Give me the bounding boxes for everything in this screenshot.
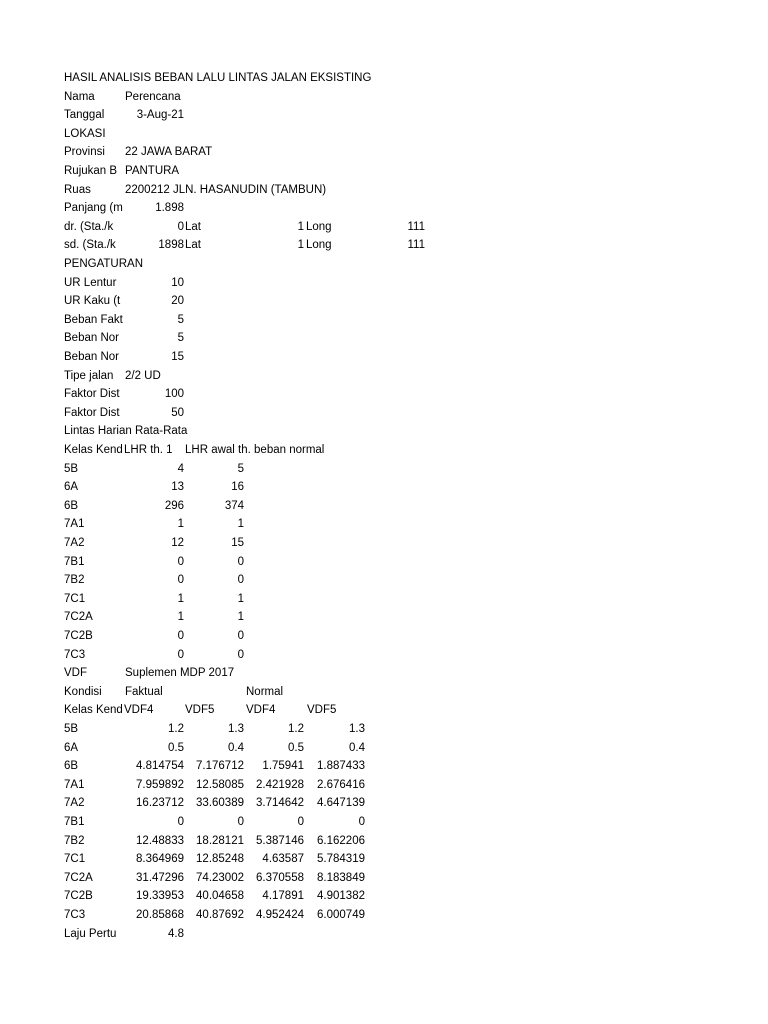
vdf-f4: 19.33953 — [136, 890, 184, 903]
vdf-header-row — [0, 701, 768, 719]
vdf-f4: 0 — [177, 816, 184, 828]
lhr-lhr1: 0 — [177, 630, 184, 642]
lhr-awal: 5 — [237, 462, 244, 475]
vdf-n4: 5.387146 — [256, 834, 304, 847]
vdf-f5: 12.85248 — [196, 853, 244, 866]
page-title: HASIL ANALISIS BEBAN LALU LINTAS JALAN EKSISTING — [64, 72, 372, 84]
lhr-lhr1: 0 — [177, 574, 184, 587]
pengaturan-item-row — [0, 311, 768, 329]
panjang-label: Panjang (m — [64, 202, 123, 215]
vdf-f5: 7.176712 — [196, 760, 244, 773]
rujukan-row — [0, 162, 768, 180]
dari-label: dr. (Sta./k — [64, 220, 114, 233]
nama-value: Perencana — [125, 90, 181, 103]
sampai-row — [0, 236, 768, 254]
vdf-n5: 0.4 — [349, 741, 365, 754]
nama-label: Nama — [64, 90, 95, 103]
title-row — [0, 69, 768, 87]
sampai-label: sd. (Sta./k — [64, 239, 116, 252]
vdf-table-row — [0, 757, 768, 775]
pengaturan-item-row — [0, 348, 768, 366]
vdf-n5: 4.647139 — [317, 797, 365, 810]
pengaturan-row — [0, 255, 768, 273]
vdf-f5: 0 — [237, 816, 244, 828]
faktor-label: Faktor Dist — [64, 388, 120, 401]
lhr-lhr1: 1 — [177, 518, 184, 531]
lhr-awal: 0 — [237, 555, 244, 568]
vdf-n5: 4.901382 — [317, 890, 365, 903]
lhr-awal: 1 — [237, 518, 244, 531]
lhr-heading-row — [0, 422, 768, 440]
vdf-kelas: 6B — [64, 760, 79, 773]
vdf-table-row — [0, 887, 768, 905]
lhr-lhr1: 4 — [177, 462, 184, 475]
lhr-awal: 0 — [237, 574, 244, 587]
rujukan-value: PANTURA — [125, 165, 180, 177]
vdf-n5: 1.887433 — [317, 760, 365, 773]
vdf-header-n4: VDF4 — [246, 704, 276, 717]
pengaturan-item-label: Beban Nor — [64, 351, 119, 363]
lhr-kelas: 7C2B — [64, 630, 93, 642]
faktor-row — [0, 385, 768, 403]
vdf-kelas: 5B — [64, 723, 79, 735]
lhr-lhr1: 12 — [171, 537, 184, 549]
vdf-n5: 1.3 — [349, 723, 365, 735]
lhr-kelas: 6B — [64, 499, 79, 512]
dari-lat-label: Lat — [185, 220, 201, 233]
kondisi-label: Kondisi — [64, 685, 102, 698]
lhr-table-row — [0, 553, 768, 571]
pengaturan-item-label: UR Kaku (t — [64, 295, 121, 308]
pengaturan-item-value: 10 — [171, 276, 184, 289]
vdf-kelas: 7A2 — [64, 797, 85, 810]
tanggal-label: Tanggal — [64, 109, 105, 122]
vdf-label: VDF — [64, 667, 87, 680]
vdf-f5: 40.87692 — [196, 909, 244, 921]
vdf-kelas: 7C3 — [64, 909, 86, 921]
pengaturan-item-row — [0, 329, 768, 347]
dari-long: 111 — [407, 220, 425, 233]
normal-label: Normal — [246, 685, 284, 698]
vdf-n4: 1.2 — [288, 723, 304, 735]
faktor-row — [0, 404, 768, 422]
vdf-f5: 40.04658 — [196, 890, 244, 903]
vdf-table-row — [0, 850, 768, 868]
lhr-awal: 15 — [231, 537, 244, 549]
sampai-long: 111 — [407, 239, 425, 252]
lokasi-heading: LOKASI — [64, 127, 106, 140]
tanggal-row — [0, 106, 768, 124]
vdf-n5: 0 — [358, 816, 365, 828]
lhr-lhr1: 0 — [177, 648, 184, 661]
vdf-kelas: 6A — [64, 741, 79, 754]
tanggal-value: 3-Aug-21 — [136, 109, 184, 122]
vdf-f5: 12.58085 — [196, 778, 244, 791]
vdf-n4: 1.75941 — [262, 760, 304, 773]
vdf-f4: 20.85868 — [136, 909, 184, 921]
lhr-table-row — [0, 571, 768, 589]
dari-sta: 0 — [177, 220, 184, 233]
tipe-jalan-label: Tipe jalan — [64, 369, 114, 382]
vdf-f4: 16.23712 — [136, 797, 184, 810]
vdf-table-row — [0, 720, 768, 738]
faktor-value: 50 — [171, 406, 184, 419]
vdf-f5: 74.23002 — [196, 871, 244, 884]
vdf-n4: 6.370558 — [256, 871, 304, 884]
vdf-kelas: 7B2 — [64, 834, 85, 847]
vdf-row — [0, 664, 768, 682]
lhr-lhr1: 0 — [177, 555, 184, 568]
pengaturan-heading: PENGATURAN — [64, 258, 144, 270]
lhr-heading: Lintas Harian Rata-Rata — [64, 425, 188, 438]
dari-lat: 1 — [297, 220, 304, 233]
sampai-long-label: Long — [306, 239, 332, 252]
lhr-lhr1: 296 — [164, 499, 184, 512]
lhr-table-row — [0, 460, 768, 478]
vdf-kelas: 7C2B — [64, 890, 93, 903]
pengaturan-item-value: 20 — [171, 295, 184, 308]
provinsi-label: Provinsi — [64, 146, 105, 159]
vdf-header-f5: VDF5 — [185, 704, 215, 717]
ruas-label: Ruas — [64, 183, 91, 196]
laju-label: Laju Pertu — [64, 927, 117, 940]
lhr-awal: 0 — [237, 648, 244, 661]
sampai-sta: 1898 — [158, 239, 184, 252]
lhr-awal: 0 — [237, 630, 244, 642]
dari-row — [0, 218, 768, 236]
vdf-f4: 4.814754 — [136, 760, 184, 773]
vdf-table-row — [0, 813, 768, 831]
vdf-kelas: 7B1 — [64, 816, 85, 828]
pengaturan-item-value: 5 — [177, 313, 184, 326]
laju-value: 4.8 — [168, 927, 184, 940]
vdf-table-row — [0, 832, 768, 850]
provinsi-row — [0, 143, 768, 161]
pengaturan-item-row — [0, 292, 768, 310]
ruas-row — [0, 181, 768, 199]
pengaturan-item-label: UR Lentur — [64, 276, 117, 289]
nama-row — [0, 88, 768, 106]
lhr-lhr1: 13 — [171, 481, 184, 494]
lhr-table-row — [0, 590, 768, 608]
lhr-awal: 16 — [231, 481, 244, 494]
ruas-value: 2200212 JLN. HASANUDIN (TAMBUN) — [125, 183, 327, 196]
vdf-n4: 2.421928 — [256, 778, 304, 791]
vdf-kelas: 7C1 — [64, 853, 86, 866]
vdf-header-kelas: Kelas Kend — [64, 704, 123, 717]
faktor-label: Faktor Dist — [64, 406, 120, 419]
vdf-f4: 1.2 — [168, 723, 184, 735]
vdf-n5: 8.183849 — [317, 871, 365, 884]
lhr-lhr1: 1 — [177, 592, 184, 605]
vdf-f4: 12.48833 — [136, 834, 184, 847]
lhr-kelas: 5B — [64, 462, 79, 475]
vdf-n4: 4.63587 — [262, 853, 304, 866]
sampai-lat-label: Lat — [185, 239, 201, 252]
lhr-table-row — [0, 646, 768, 664]
vdf-n5: 6.162206 — [317, 834, 365, 847]
vdf-kelas: 7C2A — [64, 871, 93, 884]
faktor-value: 100 — [164, 388, 184, 401]
lhr-header-row — [0, 441, 768, 459]
tipe-jalan-value: 2/2 UD — [125, 369, 161, 382]
vdf-f4: 7.959892 — [136, 778, 184, 791]
laju-row — [0, 925, 768, 943]
lhr-kelas: 7C3 — [64, 648, 86, 661]
lhr-awal: 1 — [237, 592, 244, 605]
lhr-table-row — [0, 534, 768, 552]
vdf-f5: 0.4 — [228, 741, 244, 754]
vdf-source: Suplemen MDP 2017 — [125, 667, 235, 680]
panjang-row — [0, 199, 768, 217]
panjang-value: 1.898 — [155, 202, 184, 215]
lhr-lhr1: 1 — [177, 611, 184, 624]
dari-long-label: Long — [306, 220, 332, 233]
lhr-header-awal: LHR awal th. beban normal — [185, 444, 325, 456]
pengaturan-item-label: Beban Nor — [64, 332, 119, 345]
lhr-header-kelas: Kelas Kend — [64, 444, 123, 456]
vdf-n4: 0 — [297, 816, 304, 828]
vdf-f5: 1.3 — [228, 723, 244, 735]
sampai-lat: 1 — [297, 239, 304, 252]
vdf-n5: 5.784319 — [317, 853, 365, 866]
lhr-kelas: 7C1 — [64, 592, 86, 605]
vdf-f4: 31.47296 — [136, 871, 184, 884]
lhr-awal: 374 — [224, 499, 244, 512]
lhr-table-row — [0, 478, 768, 496]
vdf-table-row — [0, 906, 768, 924]
vdf-kelas: 7A1 — [64, 778, 85, 791]
rujukan-label: Rujukan B — [64, 165, 118, 177]
lhr-kelas: 7A2 — [64, 537, 85, 549]
vdf-table-row — [0, 794, 768, 812]
vdf-n4: 0.5 — [288, 741, 304, 754]
tipe-jalan-row — [0, 367, 768, 385]
vdf-f4: 8.364969 — [136, 853, 184, 866]
vdf-table-row — [0, 869, 768, 887]
lhr-table-row — [0, 627, 768, 645]
lhr-table-row — [0, 608, 768, 626]
vdf-n4: 4.17891 — [262, 890, 304, 903]
lhr-kelas: 7B1 — [64, 555, 85, 568]
vdf-table-row — [0, 776, 768, 794]
kondisi-row — [0, 683, 768, 701]
lhr-kelas: 7C2A — [64, 611, 93, 624]
vdf-n4: 4.952424 — [256, 909, 304, 921]
lokasi-row — [0, 125, 768, 143]
vdf-header-f4: VDF4 — [124, 704, 154, 717]
pengaturan-item-value: 5 — [177, 332, 184, 345]
pengaturan-item-label: Beban Fakt — [64, 313, 123, 326]
lhr-kelas: 7A1 — [64, 518, 85, 531]
vdf-f5: 18.28121 — [196, 834, 244, 847]
vdf-table-row — [0, 739, 768, 757]
lhr-table-row — [0, 497, 768, 515]
vdf-n5: 2.676416 — [317, 778, 365, 791]
pengaturan-item-row — [0, 274, 768, 292]
vdf-n5: 6.000749 — [317, 909, 365, 921]
lhr-kelas: 6A — [64, 481, 79, 494]
vdf-f5: 33.60389 — [196, 797, 244, 810]
lhr-table-row — [0, 515, 768, 533]
faktual-label: Faktual — [125, 685, 163, 698]
vdf-n4: 3.714642 — [256, 797, 304, 810]
lhr-awal: 1 — [237, 611, 244, 624]
vdf-f4: 0.5 — [168, 741, 184, 754]
provinsi-value: 22 JAWA BARAT — [125, 146, 213, 159]
vdf-header-n5: VDF5 — [307, 704, 337, 717]
lhr-kelas: 7B2 — [64, 574, 85, 587]
lhr-header-lhr1: LHR th. 1 — [124, 444, 173, 456]
pengaturan-item-value: 15 — [171, 351, 184, 363]
